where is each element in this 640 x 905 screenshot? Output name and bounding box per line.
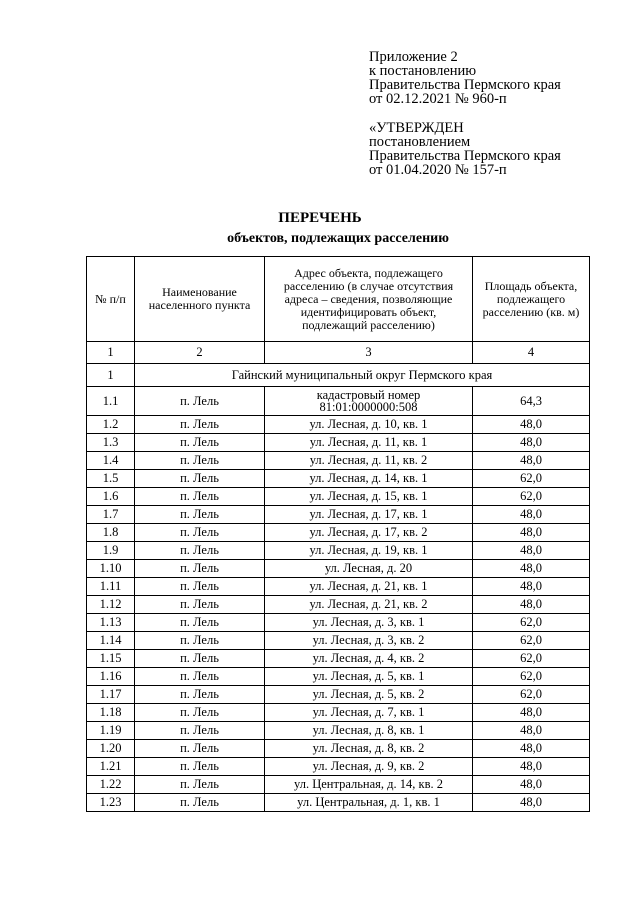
row-address: ул. Центральная, д. 1, кв. 1 — [265, 794, 473, 812]
address-line: 81:01:0000000:508 — [319, 400, 418, 414]
region-row — [87, 364, 590, 387]
table-row — [87, 758, 590, 776]
row-address: ул. Лесная, д. 5, кв. 1 — [265, 668, 473, 686]
row-address: ул. Лесная, д. 21, кв. 2 — [265, 596, 473, 614]
document-subtitle: объектов, подлежащих расселению — [227, 231, 449, 246]
row-address: ул. Лесная, д. 11, кв. 1 — [265, 434, 473, 452]
row-num: 1.18 — [87, 704, 135, 722]
annex-line: Правительства Пермского края — [369, 77, 561, 93]
row-address: ул. Лесная, д. 11, кв. 2 — [265, 452, 473, 470]
header-address: Адрес объекта, подлежащего расселению (в случае отсутствия адреса – сведения, позволяющие идентифицировать объект, подлежащий расселению) — [265, 257, 473, 342]
row-num: 1.7 — [87, 506, 135, 524]
row-area: 48,0 — [473, 434, 590, 452]
row-settlement: п. Лель — [135, 668, 265, 686]
row-num: 1.12 — [87, 596, 135, 614]
row-num: 1.13 — [87, 614, 135, 632]
table-row — [87, 776, 590, 794]
column-number: 1 — [87, 342, 135, 364]
row-area: 48,0 — [473, 560, 590, 578]
annex-line: Приложение 2 — [369, 49, 458, 65]
row-settlement: п. Лель — [135, 794, 265, 812]
column-number: 4 — [473, 342, 590, 364]
row-area: 62,0 — [473, 470, 590, 488]
table-row — [87, 470, 590, 488]
approved-line: постановлением — [369, 134, 471, 150]
row-address: ул. Лесная, д. 19, кв. 1 — [265, 542, 473, 560]
column-number: 3 — [265, 342, 473, 364]
row-address: ул. Центральная, д. 14, кв. 2 — [265, 776, 473, 794]
row-settlement: п. Лель — [135, 452, 265, 470]
row-address: ул. Лесная, д. 21, кв. 1 — [265, 578, 473, 596]
row-address: ул. Лесная, д. 4, кв. 2 — [265, 650, 473, 668]
row-settlement: п. Лель — [135, 506, 265, 524]
row-area: 62,0 — [473, 614, 590, 632]
row-settlement: п. Лель — [135, 434, 265, 452]
row-settlement: п. Лель — [135, 704, 265, 722]
table-row — [87, 506, 590, 524]
row-address: ул. Лесная, д. 5, кв. 2 — [265, 686, 473, 704]
row-area: 48,0 — [473, 740, 590, 758]
row-num: 1.15 — [87, 650, 135, 668]
row-settlement: п. Лель — [135, 416, 265, 434]
row-settlement: п. Лель — [135, 578, 265, 596]
table-row — [87, 452, 590, 470]
address-line: кадастровый номер — [316, 387, 421, 402]
row-num: 1.19 — [87, 722, 135, 740]
row-settlement: п. Лель — [135, 488, 265, 506]
row-address — [265, 387, 473, 416]
row-area: 62,0 — [473, 488, 590, 506]
approved-line: «УТВЕРЖДЕН — [369, 120, 464, 136]
header-row — [87, 257, 590, 342]
row-num: 1.20 — [87, 740, 135, 758]
document-title: ПЕРЕЧЕНЬ — [278, 210, 362, 226]
row-area: 62,0 — [473, 668, 590, 686]
row-num: 1.17 — [87, 686, 135, 704]
row-settlement: п. Лель — [135, 614, 265, 632]
row-address: ул. Лесная, д. 3, кв. 1 — [265, 614, 473, 632]
row-num: 1.11 — [87, 578, 135, 596]
table-row — [87, 704, 590, 722]
row-num: 1.2 — [87, 416, 135, 434]
row-area: 62,0 — [473, 650, 590, 668]
row-area: 48,0 — [473, 578, 590, 596]
row-num: 1.10 — [87, 560, 135, 578]
table-row — [87, 632, 590, 650]
column-numbers-row — [87, 342, 590, 364]
row-address: ул. Лесная, д. 9, кв. 2 — [265, 758, 473, 776]
row-num: 1.22 — [87, 776, 135, 794]
row-area: 48,0 — [473, 452, 590, 470]
header-num: № п/п — [87, 257, 135, 342]
approved-line: Правительства Пермского края — [369, 148, 561, 164]
row-area: 48,0 — [473, 524, 590, 542]
row-address: ул. Лесная, д. 15, кв. 1 — [265, 488, 473, 506]
row-settlement: п. Лель — [135, 470, 265, 488]
objects-table — [86, 256, 590, 812]
row-num: 1.9 — [87, 542, 135, 560]
header-area: Площадь объекта, подлежащего расселению (кв. м) — [473, 257, 590, 342]
row-area: 48,0 — [473, 722, 590, 740]
table-row — [87, 650, 590, 668]
table-row — [87, 794, 590, 812]
row-num: 1.16 — [87, 668, 135, 686]
row-area: 48,0 — [473, 596, 590, 614]
row-settlement: п. Лель — [135, 686, 265, 704]
annex-block — [369, 50, 561, 106]
row-settlement: п. Лель — [135, 387, 265, 416]
table-row — [87, 578, 590, 596]
table-row — [87, 434, 590, 452]
row-area: 48,0 — [473, 758, 590, 776]
annex-line: к постановлению — [369, 63, 477, 79]
table-row — [87, 416, 590, 434]
row-settlement: п. Лель — [135, 650, 265, 668]
row-area: 48,0 — [473, 776, 590, 794]
table-row — [87, 614, 590, 632]
table-row — [87, 387, 590, 416]
table-row — [87, 740, 590, 758]
row-address: ул. Лесная, д. 17, кв. 1 — [265, 506, 473, 524]
approved-block — [369, 121, 561, 177]
row-area: 48,0 — [473, 506, 590, 524]
row-address: ул. Лесная, д. 20 — [265, 560, 473, 578]
region-name: Гайнский муниципальный округ Пермского края — [135, 364, 590, 387]
row-settlement: п. Лель — [135, 632, 265, 650]
table-row — [87, 722, 590, 740]
column-number: 2 — [135, 342, 265, 364]
row-address: ул. Лесная, д. 7, кв. 1 — [265, 704, 473, 722]
row-num: 1.3 — [87, 434, 135, 452]
row-num: 1.21 — [87, 758, 135, 776]
table-row — [87, 542, 590, 560]
header-settlement: Наименование населенного пункта — [135, 257, 265, 342]
table-row — [87, 488, 590, 506]
row-num: 1.5 — [87, 470, 135, 488]
row-num: 1.1 — [87, 387, 135, 416]
row-num: 1.6 — [87, 488, 135, 506]
row-address: ул. Лесная, д. 8, кв. 2 — [265, 740, 473, 758]
row-area: 62,0 — [473, 686, 590, 704]
approved-line: от 01.04.2020 № 157-п — [369, 162, 507, 178]
row-settlement: п. Лель — [135, 740, 265, 758]
row-settlement: п. Лель — [135, 596, 265, 614]
table-row — [87, 668, 590, 686]
row-area: 48,0 — [473, 704, 590, 722]
row-num: 1.23 — [87, 794, 135, 812]
row-num: 1.4 — [87, 452, 135, 470]
row-area: 48,0 — [473, 542, 590, 560]
row-settlement: п. Лель — [135, 758, 265, 776]
row-area: 62,0 — [473, 632, 590, 650]
row-address: ул. Лесная, д. 17, кв. 2 — [265, 524, 473, 542]
row-address: ул. Лесная, д. 3, кв. 2 — [265, 632, 473, 650]
row-num: 1.8 — [87, 524, 135, 542]
table-row — [87, 560, 590, 578]
row-address: ул. Лесная, д. 8, кв. 1 — [265, 722, 473, 740]
row-settlement: п. Лель — [135, 722, 265, 740]
annex-line: от 02.12.2021 № 960-п — [369, 91, 507, 107]
row-settlement: п. Лель — [135, 776, 265, 794]
row-address: ул. Лесная, д. 10, кв. 1 — [265, 416, 473, 434]
table-row — [87, 686, 590, 704]
table-row — [87, 596, 590, 614]
row-settlement: п. Лель — [135, 524, 265, 542]
row-num: 1.14 — [87, 632, 135, 650]
row-area: 64,3 — [473, 387, 590, 416]
row-area: 48,0 — [473, 794, 590, 812]
row-area: 48,0 — [473, 416, 590, 434]
row-address: ул. Лесная, д. 14, кв. 1 — [265, 470, 473, 488]
row-settlement: п. Лель — [135, 560, 265, 578]
row-settlement: п. Лель — [135, 542, 265, 560]
table-row — [87, 524, 590, 542]
region-num: 1 — [87, 364, 135, 387]
